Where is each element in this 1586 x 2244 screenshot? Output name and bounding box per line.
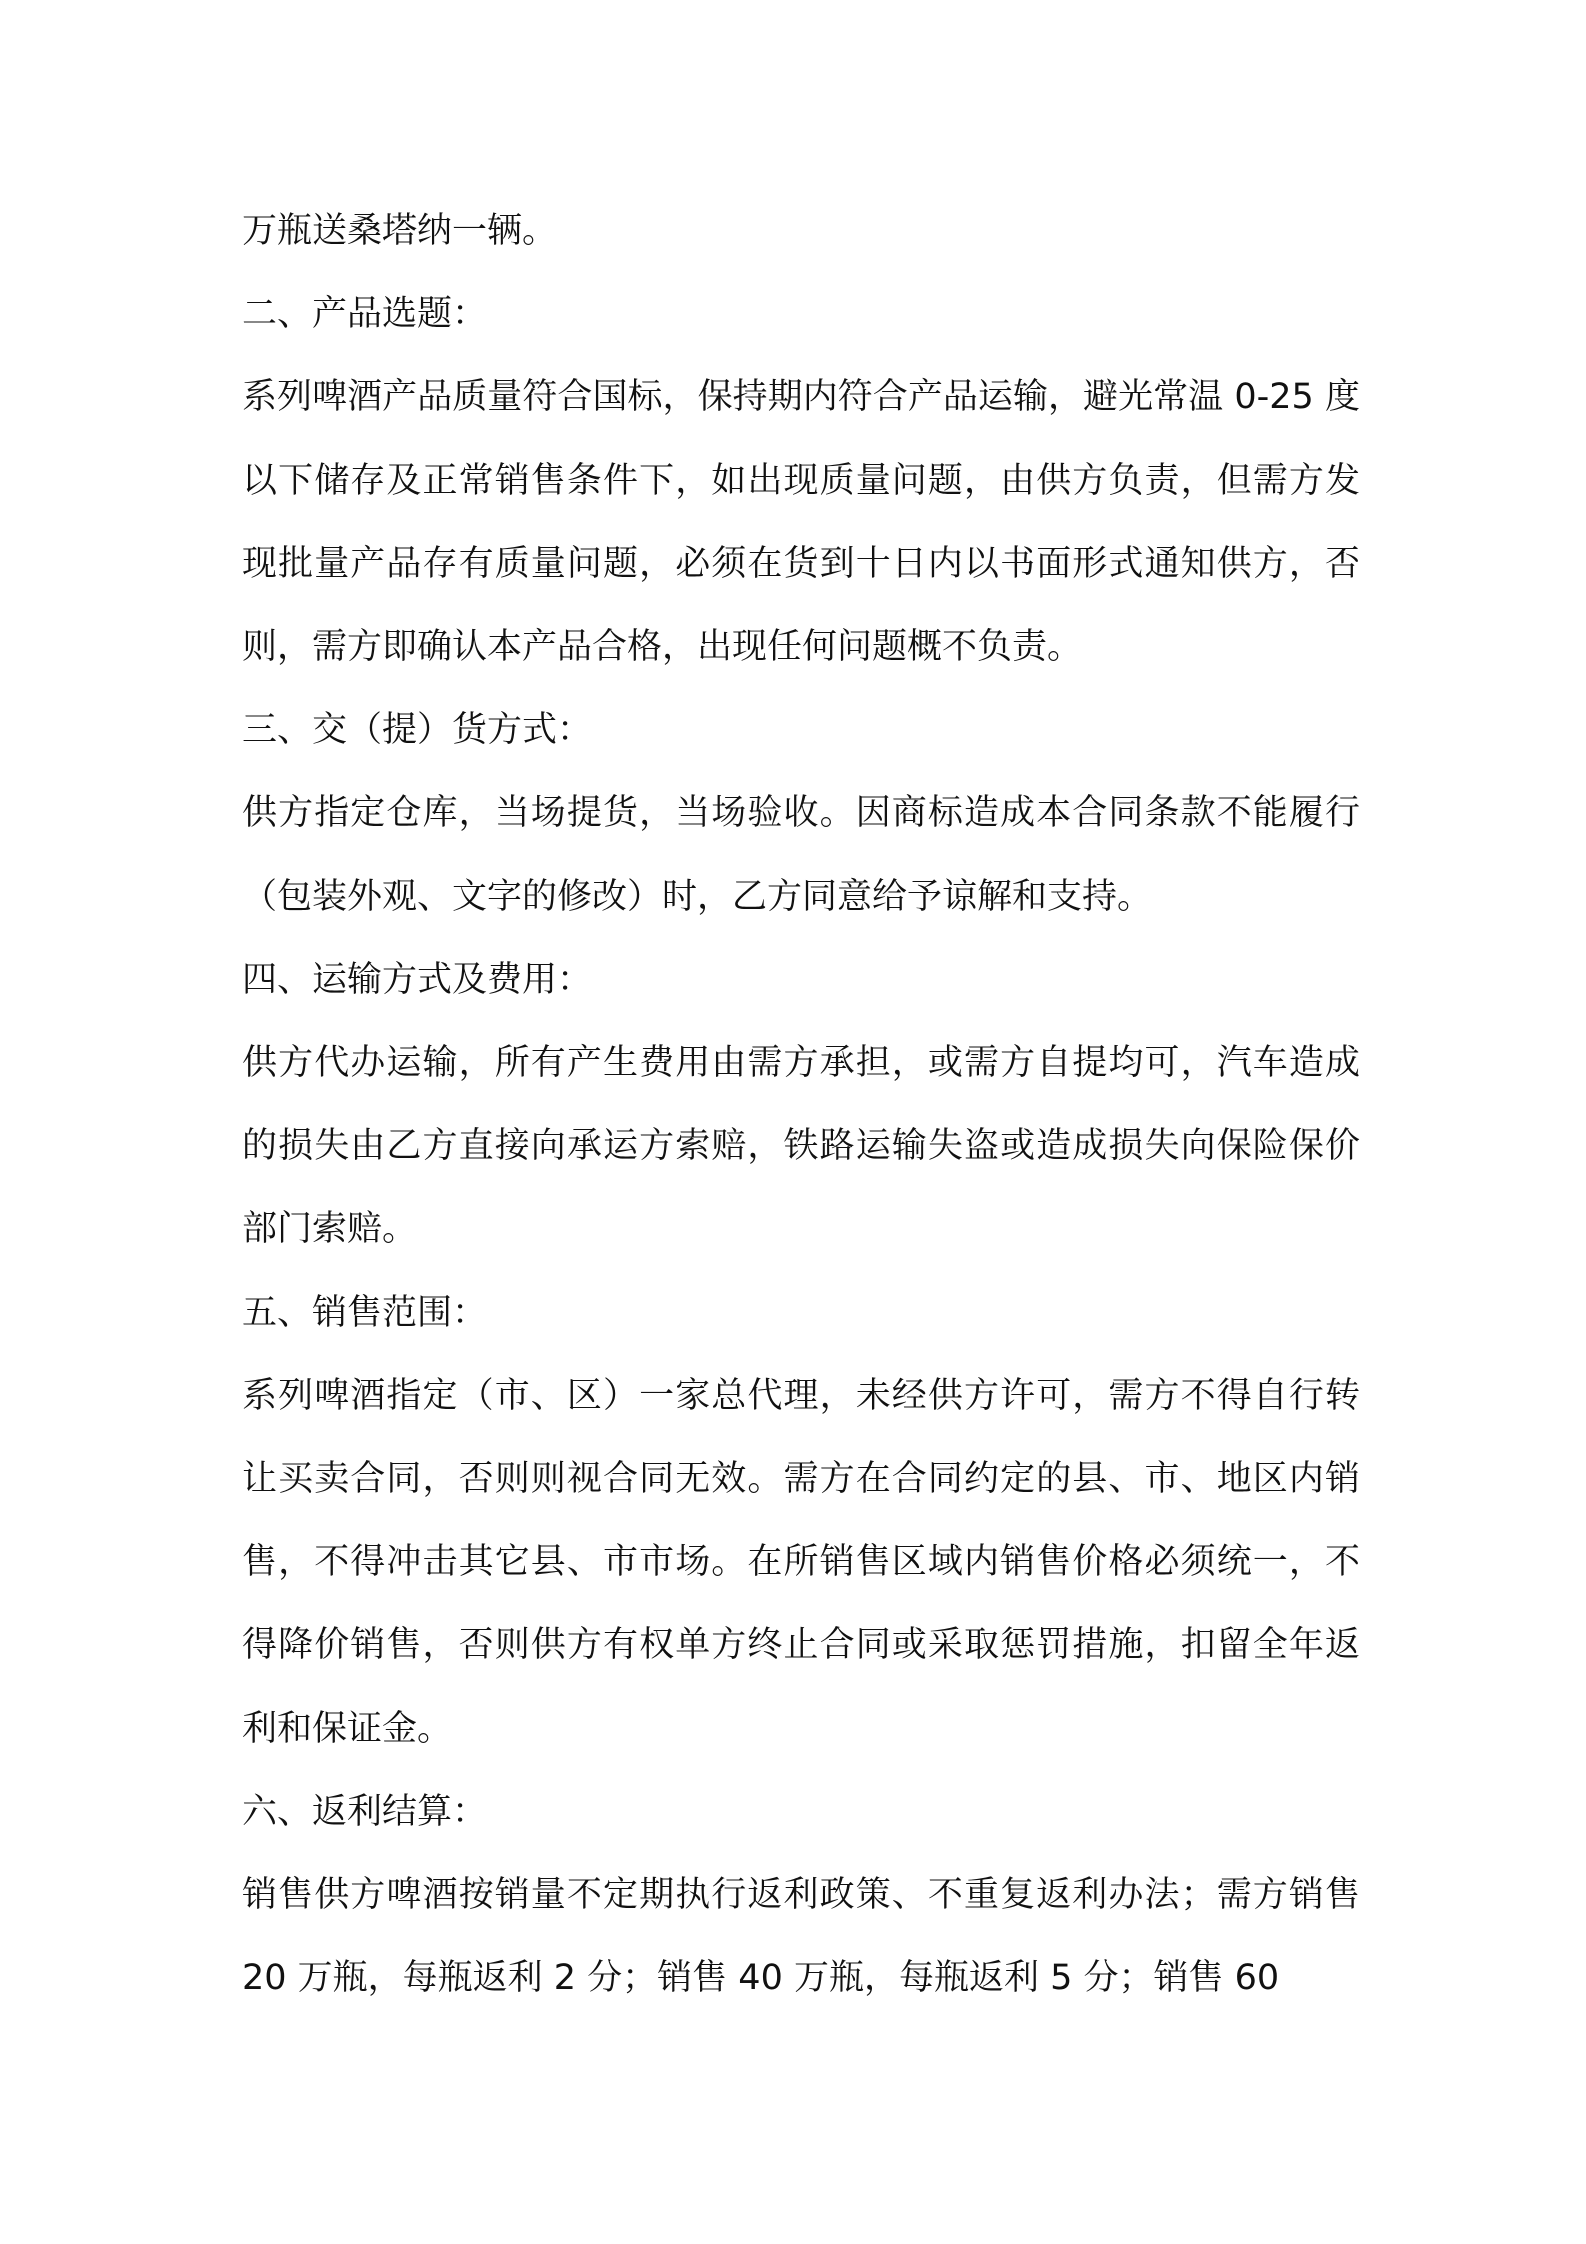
paragraph-sales-scope: 系列啤酒指定（市、区）一家总代理，未经供方许可，需方不得自行转让买卖合同，否则则视合同无效。需方在合同约定的县、市、地区内销售，不得冲击其它县、市市场。在所销售区域内销售价格必须统一，不得降价销售，否则供方有权单方终止合同或采取惩罚措施，扣留全年返利和保证金。	[242, 1375, 1360, 1749]
paragraph-transport: 供方代办运输，所有产生费用由需方承担，或需方自提均可，汽车造成的损失由乙方直接向承运方索赔，铁路运输失盗或造成损失向保险保价部门索赔。	[242, 1043, 1360, 1250]
section-heading-product: 二、产品选题：	[242, 294, 488, 335]
paragraph-product-quality: 系列啤酒产品质量符合国标，保持期内符合产品运输，避光常温 0-25 度以下储存及正常销售条件下，如出现质量问题，由供方负责，但需方发现批量产品存有质量问题，必须在货到十日内以书面形式通知供方，否则，需方即确认本产品合格，出现任何问题概不负责。	[242, 377, 1360, 668]
paragraph-delivery: 供方指定仓库，当场提货，当场验收。因商标造成本合同条款不能履行（包装外观、文字的修改）时，乙方同意给予谅解和支持。	[242, 793, 1360, 917]
section-heading-delivery: 三、交（提）货方式：	[242, 710, 593, 751]
paragraph-gift-note: 万瓶送桑塔纳一辆。	[242, 211, 558, 251]
document-body	[242, 190, 1360, 2020]
section-heading-transport: 四、运输方式及费用：	[242, 959, 593, 1000]
section-heading-sales-scope: 五、销售范围：	[242, 1292, 488, 1333]
paragraph-rebate: 销售供方啤酒按销量不定期执行返利政策、不重复返利办法；需方销售 20 万瓶，每瓶返利 2 分；销售 40 万瓶，每瓶返利 5 分；销售 60	[242, 1875, 1360, 1999]
section-heading-rebate: 六、返利结算：	[242, 1791, 488, 1832]
